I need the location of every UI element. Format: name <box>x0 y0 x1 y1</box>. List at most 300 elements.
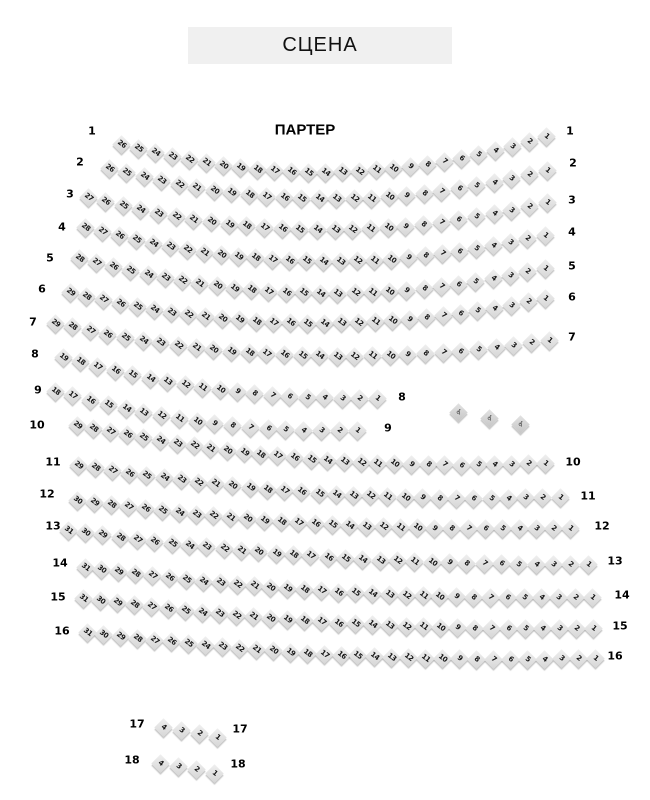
seat-row3-7[interactable] <box>432 213 450 231</box>
seat-row10-24[interactable] <box>151 431 169 449</box>
seat-row4-15[interactable] <box>297 252 315 270</box>
seat-row1-12[interactable] <box>350 162 368 180</box>
seat-row14-12[interactable] <box>397 586 415 604</box>
seat-row8-9[interactable] <box>228 382 246 400</box>
seat-row13-11[interactable] <box>405 552 423 570</box>
seat-row12-23[interactable] <box>187 505 205 523</box>
seat-row14-28[interactable] <box>126 564 144 582</box>
seat-row17-4[interactable] <box>154 718 172 736</box>
seat-row4-13[interactable] <box>331 252 349 270</box>
seat-row1-8[interactable] <box>418 155 436 173</box>
seat-row11-10[interactable] <box>396 488 414 506</box>
seat-row12-20[interactable] <box>238 509 256 527</box>
seat-row14-5[interactable] <box>515 588 533 606</box>
seat-row6-13[interactable] <box>332 314 350 332</box>
seat-row16-26[interactable] <box>162 633 180 651</box>
seat-row3-1[interactable] <box>538 193 556 211</box>
seat-row16-17[interactable] <box>315 645 333 663</box>
seat-row7-8[interactable] <box>416 345 434 363</box>
seat-row13-2[interactable] <box>561 555 579 573</box>
seat-row12-1[interactable] <box>561 519 579 537</box>
seat-row10-16[interactable] <box>285 448 303 466</box>
seat-row14-7[interactable] <box>481 588 499 606</box>
seat-row9-17[interactable] <box>64 387 82 405</box>
seat-row6-6[interactable] <box>451 304 469 322</box>
seat-row13-25[interactable] <box>163 534 181 552</box>
seat-row11-9[interactable] <box>413 488 431 506</box>
seat-row14-22[interactable] <box>228 575 246 593</box>
seat-row18-4[interactable] <box>151 754 169 772</box>
seat-row6-11[interactable] <box>366 312 384 330</box>
seat-row9-15[interactable] <box>99 396 117 414</box>
seat-row3-5[interactable] <box>467 208 485 226</box>
seat-row7-22[interactable] <box>169 336 187 354</box>
seat-row13-23[interactable] <box>197 538 215 556</box>
seat-row6-8[interactable] <box>417 308 435 326</box>
seat-row1-19[interactable] <box>231 158 249 176</box>
seat-row1-1[interactable] <box>537 127 555 145</box>
seat-row15-27[interactable] <box>142 597 160 615</box>
seat-row3-15[interactable] <box>291 220 309 238</box>
wheelchair-seat-1[interactable] <box>449 403 467 421</box>
seat-row1-16[interactable] <box>282 162 300 180</box>
seat-row12-5[interactable] <box>493 520 511 538</box>
seat-row9-8[interactable] <box>223 416 241 434</box>
seat-row8-5[interactable] <box>298 388 316 406</box>
seat-row13-7[interactable] <box>475 554 493 572</box>
seat-row16-22[interactable] <box>230 639 248 657</box>
seat-row15-25[interactable] <box>176 601 194 619</box>
seat-row11-18[interactable] <box>258 480 276 498</box>
seat-row3-11[interactable] <box>361 219 379 237</box>
seat-row18-2[interactable] <box>187 760 205 778</box>
seat-row7-9[interactable] <box>399 346 417 364</box>
seat-row10-23[interactable] <box>168 434 186 452</box>
seat-row5-18[interactable] <box>242 280 260 298</box>
seat-row6-23[interactable] <box>163 303 181 321</box>
seat-row15-31[interactable] <box>74 589 92 607</box>
seat-row10-27[interactable] <box>101 422 119 440</box>
seat-row4-16[interactable] <box>280 251 298 269</box>
seat-row5-4[interactable] <box>484 270 502 288</box>
seat-row16-23[interactable] <box>213 638 231 656</box>
seat-row10-6[interactable] <box>452 456 470 474</box>
seat-row13-8[interactable] <box>457 554 475 572</box>
seat-row1-5[interactable] <box>469 145 487 163</box>
seat-row10-26[interactable] <box>118 426 136 444</box>
seat-row2-21[interactable] <box>187 178 205 196</box>
seat-row6-16[interactable] <box>281 313 299 331</box>
seat-row16-19[interactable] <box>281 643 299 661</box>
seat-row13-14[interactable] <box>353 550 371 568</box>
seat-row4-12[interactable] <box>348 252 366 270</box>
seat-row12-30[interactable] <box>68 491 86 509</box>
seat-row6-2[interactable] <box>519 292 537 310</box>
seat-row14-31[interactable] <box>76 558 94 576</box>
seat-row14-30[interactable] <box>93 560 111 578</box>
seat-row2-6[interactable] <box>450 180 468 198</box>
seat-row13-26[interactable] <box>145 532 163 550</box>
seat-row10-28[interactable] <box>85 419 103 437</box>
seat-row1-6[interactable] <box>452 149 470 167</box>
seat-row3-14[interactable] <box>308 220 326 238</box>
seat-row9-11[interactable] <box>170 409 188 427</box>
seat-row1-14[interactable] <box>316 163 334 181</box>
seat-row12-11[interactable] <box>391 518 409 536</box>
seat-row7-12[interactable] <box>346 347 364 365</box>
seat-row13-31[interactable] <box>59 521 77 539</box>
seat-row8-16[interactable] <box>106 361 124 379</box>
seat-row14-14[interactable] <box>363 585 381 603</box>
seat-row7-26[interactable] <box>99 325 117 343</box>
seat-row2-10[interactable] <box>380 188 398 206</box>
seat-row9-18[interactable] <box>46 382 64 400</box>
seat-row15-18[interactable] <box>295 612 313 630</box>
seat-row2-2[interactable] <box>520 165 538 183</box>
seat-row7-6[interactable] <box>452 342 470 360</box>
seat-row15-29[interactable] <box>108 593 126 611</box>
seat-row13-28[interactable] <box>111 528 129 546</box>
seat-row13-17[interactable] <box>301 547 319 565</box>
seat-row5-12[interactable] <box>346 284 364 302</box>
seat-row8-2[interactable] <box>350 389 368 407</box>
seat-row8-8[interactable] <box>246 384 264 402</box>
seat-row12-10[interactable] <box>408 519 426 537</box>
seat-row4-26[interactable] <box>110 227 128 245</box>
seat-row1-4[interactable] <box>486 141 504 159</box>
seat-row12-4[interactable] <box>510 520 528 538</box>
seat-row15-3[interactable] <box>550 619 568 637</box>
seat-row8-13[interactable] <box>158 372 176 390</box>
seat-row5-25[interactable] <box>122 262 140 280</box>
seat-row15-23[interactable] <box>210 605 228 623</box>
seat-row2-23[interactable] <box>152 172 170 190</box>
seat-row4-1[interactable] <box>536 226 554 244</box>
seat-row5-9[interactable] <box>398 281 416 299</box>
seat-row15-22[interactable] <box>227 606 245 624</box>
seat-row8-19[interactable] <box>54 348 72 366</box>
seat-row13-13[interactable] <box>371 551 389 569</box>
seat-row14-6[interactable] <box>498 588 516 606</box>
seat-row9-14[interactable] <box>117 400 135 418</box>
seat-row14-26[interactable] <box>160 568 178 586</box>
seat-row8-11[interactable] <box>193 378 211 396</box>
seat-row15-5[interactable] <box>516 619 534 637</box>
seat-row16-30[interactable] <box>95 625 113 643</box>
seat-row14-4[interactable] <box>532 588 550 606</box>
seat-row1-9[interactable] <box>401 157 419 175</box>
seat-row7-14[interactable] <box>310 347 328 365</box>
seat-row5-24[interactable] <box>139 265 157 283</box>
seat-row6-24[interactable] <box>146 300 164 318</box>
seat-row8-14[interactable] <box>141 369 159 387</box>
seat-row1-3[interactable] <box>503 137 521 155</box>
seat-row11-14[interactable] <box>327 485 345 503</box>
seat-row11-25[interactable] <box>138 466 156 484</box>
seat-row2-26[interactable] <box>100 159 118 177</box>
seat-row3-18[interactable] <box>238 217 256 235</box>
seat-row13-27[interactable] <box>128 530 146 548</box>
seat-row2-13[interactable] <box>328 190 346 208</box>
seat-row7-19[interactable] <box>222 342 240 360</box>
seat-row12-6[interactable] <box>476 520 494 538</box>
seat-row3-6[interactable] <box>450 210 468 228</box>
seat-row5-17[interactable] <box>260 282 278 300</box>
seat-row1-21[interactable] <box>197 154 215 172</box>
seat-row3-9[interactable] <box>397 217 415 235</box>
seat-row17-2[interactable] <box>190 724 208 742</box>
seat-row7-23[interactable] <box>152 334 170 352</box>
seat-row14-21[interactable] <box>245 577 263 595</box>
seat-row2-24[interactable] <box>135 168 153 186</box>
seat-row14-27[interactable] <box>143 566 161 584</box>
seat-row10-21[interactable] <box>202 439 220 457</box>
seat-row9-9[interactable] <box>206 414 224 432</box>
seat-row13-30[interactable] <box>76 523 94 541</box>
seat-row7-18[interactable] <box>240 343 258 361</box>
seat-row5-16[interactable] <box>277 283 295 301</box>
seat-row1-13[interactable] <box>333 163 351 181</box>
seat-row14-15[interactable] <box>346 584 364 602</box>
seat-row10-29[interactable] <box>68 416 86 434</box>
seat-row7-20[interactable] <box>205 340 223 358</box>
seat-row16-21[interactable] <box>247 640 265 658</box>
seat-row13-18[interactable] <box>284 545 302 563</box>
seat-row9-12[interactable] <box>152 407 170 425</box>
seat-row12-28[interactable] <box>102 495 120 513</box>
seat-row2-18[interactable] <box>240 186 258 204</box>
seat-row3-2[interactable] <box>520 197 538 215</box>
seat-row13-10[interactable] <box>423 553 441 571</box>
seat-row2-8[interactable] <box>415 184 433 202</box>
seat-row4-10[interactable] <box>382 250 400 268</box>
seat-row4-22[interactable] <box>178 240 196 258</box>
seat-row4-3[interactable] <box>502 233 520 251</box>
seat-row13-24[interactable] <box>180 536 198 554</box>
seat-row15-7[interactable] <box>482 619 500 637</box>
seat-row7-24[interactable] <box>134 331 152 349</box>
seat-row10-13[interactable] <box>335 452 353 470</box>
seat-row15-28[interactable] <box>125 595 143 613</box>
wheelchair-seat-2[interactable] <box>480 409 498 427</box>
seat-row16-2[interactable] <box>569 649 587 667</box>
seat-row6-14[interactable] <box>315 314 333 332</box>
seat-row5-19[interactable] <box>225 279 243 297</box>
seat-row11-15[interactable] <box>310 484 328 502</box>
seat-row6-1[interactable] <box>536 289 554 307</box>
seat-row12-14[interactable] <box>340 516 358 534</box>
seat-row7-29[interactable] <box>46 314 64 332</box>
seat-row1-25[interactable] <box>129 139 147 157</box>
seat-row3-10[interactable] <box>379 218 397 236</box>
seat-row1-15[interactable] <box>299 163 317 181</box>
seat-row6-5[interactable] <box>468 302 486 320</box>
seat-row9-3[interactable] <box>312 421 330 439</box>
seat-row9-13[interactable] <box>135 403 153 421</box>
wheelchair-seat-3[interactable] <box>511 415 529 433</box>
seat-row7-16[interactable] <box>275 346 293 364</box>
seat-row6-29[interactable] <box>61 283 79 301</box>
seat-row5-22[interactable] <box>173 272 191 290</box>
seat-row4-20[interactable] <box>212 245 230 263</box>
seat-row15-8[interactable] <box>465 619 483 637</box>
seat-row16-4[interactable] <box>535 650 553 668</box>
seat-row5-6[interactable] <box>450 275 468 293</box>
seat-row3-27[interactable] <box>79 188 97 206</box>
seat-row6-12[interactable] <box>349 313 367 331</box>
seat-row3-20[interactable] <box>202 213 220 231</box>
seat-row16-31[interactable] <box>78 623 96 641</box>
seat-row4-19[interactable] <box>229 247 247 265</box>
seat-row14-17[interactable] <box>312 582 330 600</box>
seat-row15-24[interactable] <box>193 603 211 621</box>
seat-row17-1[interactable] <box>208 728 226 746</box>
seat-row1-22[interactable] <box>180 151 198 169</box>
seat-row5-27[interactable] <box>87 253 105 271</box>
seat-row4-2[interactable] <box>519 230 537 248</box>
seat-row2-20[interactable] <box>205 181 223 199</box>
seat-row5-15[interactable] <box>294 284 312 302</box>
seat-row10-20[interactable] <box>218 441 236 459</box>
seat-row11-23[interactable] <box>172 471 190 489</box>
seat-row9-2[interactable] <box>330 421 348 439</box>
seat-row15-16[interactable] <box>329 614 347 632</box>
seat-row2-19[interactable] <box>222 184 240 202</box>
seat-row8-1[interactable] <box>368 389 386 407</box>
seat-row9-6[interactable] <box>259 419 277 437</box>
seat-row16-8[interactable] <box>467 650 485 668</box>
seat-row4-28[interactable] <box>76 218 94 236</box>
seat-row6-18[interactable] <box>247 312 265 330</box>
seat-row9-1[interactable] <box>348 421 366 439</box>
seat-row4-7[interactable] <box>434 245 452 263</box>
seat-row9-7[interactable] <box>241 418 259 436</box>
seat-row12-25[interactable] <box>153 501 171 519</box>
seat-row3-13[interactable] <box>326 220 344 238</box>
seat-row3-16[interactable] <box>273 219 291 237</box>
seat-row2-5[interactable] <box>468 177 486 195</box>
seat-row4-24[interactable] <box>144 234 162 252</box>
seat-row4-4[interactable] <box>485 237 503 255</box>
seat-row12-19[interactable] <box>255 511 273 529</box>
seat-row7-25[interactable] <box>116 328 134 346</box>
seat-row4-8[interactable] <box>417 247 435 265</box>
seat-row11-26[interactable] <box>120 464 138 482</box>
seat-row13-19[interactable] <box>267 544 285 562</box>
seat-row16-20[interactable] <box>264 642 282 660</box>
seat-row8-7[interactable] <box>263 386 281 404</box>
seat-row7-15[interactable] <box>293 346 311 364</box>
seat-row6-4[interactable] <box>485 299 503 317</box>
seat-row6-22[interactable] <box>180 305 198 323</box>
seat-row10-17[interactable] <box>268 447 286 465</box>
seat-row13-6[interactable] <box>492 555 510 573</box>
seat-row15-14[interactable] <box>363 616 381 634</box>
seat-row15-21[interactable] <box>244 608 262 626</box>
seat-row15-10[interactable] <box>431 618 449 636</box>
seat-row1-24[interactable] <box>146 144 164 162</box>
seat-row15-26[interactable] <box>159 599 177 617</box>
seat-row10-15[interactable] <box>302 450 320 468</box>
seat-row8-17[interactable] <box>89 357 107 375</box>
seat-row5-7[interactable] <box>432 277 450 295</box>
seat-row7-28[interactable] <box>63 318 81 336</box>
seat-row16-18[interactable] <box>298 644 316 662</box>
seat-row5-13[interactable] <box>329 284 347 302</box>
seat-row13-5[interactable] <box>509 555 527 573</box>
seat-row12-27[interactable] <box>119 497 137 515</box>
seat-row3-26[interactable] <box>96 192 114 210</box>
seat-row13-12[interactable] <box>388 552 406 570</box>
seat-row9-5[interactable] <box>277 420 295 438</box>
seat-row3-25[interactable] <box>114 197 132 215</box>
seat-row12-15[interactable] <box>323 515 341 533</box>
seat-row11-2[interactable] <box>534 488 552 506</box>
seat-row2-16[interactable] <box>275 188 293 206</box>
seat-row14-3[interactable] <box>549 588 567 606</box>
seat-row16-29[interactable] <box>112 627 130 645</box>
seat-row14-1[interactable] <box>583 588 601 606</box>
seat-row12-3[interactable] <box>527 519 545 537</box>
seat-row12-24[interactable] <box>170 503 188 521</box>
seat-row13-29[interactable] <box>93 526 111 544</box>
seat-row4-27[interactable] <box>93 222 111 240</box>
seat-row16-10[interactable] <box>433 649 451 667</box>
seat-row12-13[interactable] <box>357 517 375 535</box>
seat-row12-18[interactable] <box>272 512 290 530</box>
seat-row14-13[interactable] <box>380 585 398 603</box>
seat-row12-21[interactable] <box>221 508 239 526</box>
seat-row16-5[interactable] <box>518 650 536 668</box>
seat-row4-18[interactable] <box>246 249 264 267</box>
seat-row3-22[interactable] <box>167 207 185 225</box>
seat-row14-29[interactable] <box>110 562 128 580</box>
seat-row11-24[interactable] <box>155 469 173 487</box>
seat-row2-15[interactable] <box>293 189 311 207</box>
seat-row11-22[interactable] <box>189 473 207 491</box>
seat-row12-29[interactable] <box>85 493 103 511</box>
seat-row12-26[interactable] <box>136 499 154 517</box>
seat-row9-16[interactable] <box>81 391 99 409</box>
seat-row7-1[interactable] <box>540 331 558 349</box>
seat-row8-15[interactable] <box>124 365 142 383</box>
seat-row12-9[interactable] <box>425 519 443 537</box>
seat-row13-4[interactable] <box>527 555 545 573</box>
seat-row4-25[interactable] <box>127 231 145 249</box>
seat-row13-21[interactable] <box>232 541 250 559</box>
seat-row17-3[interactable] <box>172 721 190 739</box>
seat-row16-7[interactable] <box>484 650 502 668</box>
seat-row10-1[interactable] <box>536 454 554 472</box>
seat-row6-10[interactable] <box>383 311 401 329</box>
seat-row4-23[interactable] <box>161 237 179 255</box>
seat-row10-2[interactable] <box>519 455 537 473</box>
seat-row5-28[interactable] <box>70 249 88 267</box>
seat-row7-27[interactable] <box>81 321 99 339</box>
seat-row15-15[interactable] <box>346 615 364 633</box>
seat-row11-19[interactable] <box>241 478 259 496</box>
seat-row2-14[interactable] <box>310 190 328 208</box>
seat-row15-11[interactable] <box>414 618 432 636</box>
seat-row5-1[interactable] <box>536 259 554 277</box>
seat-row10-18[interactable] <box>252 445 270 463</box>
seat-row8-6[interactable] <box>281 387 299 405</box>
seat-row5-2[interactable] <box>519 263 537 281</box>
seat-row7-11[interactable] <box>363 347 381 365</box>
seat-row8-10[interactable] <box>211 380 229 398</box>
seat-row15-20[interactable] <box>261 609 279 627</box>
seat-row7-5[interactable] <box>469 340 487 358</box>
